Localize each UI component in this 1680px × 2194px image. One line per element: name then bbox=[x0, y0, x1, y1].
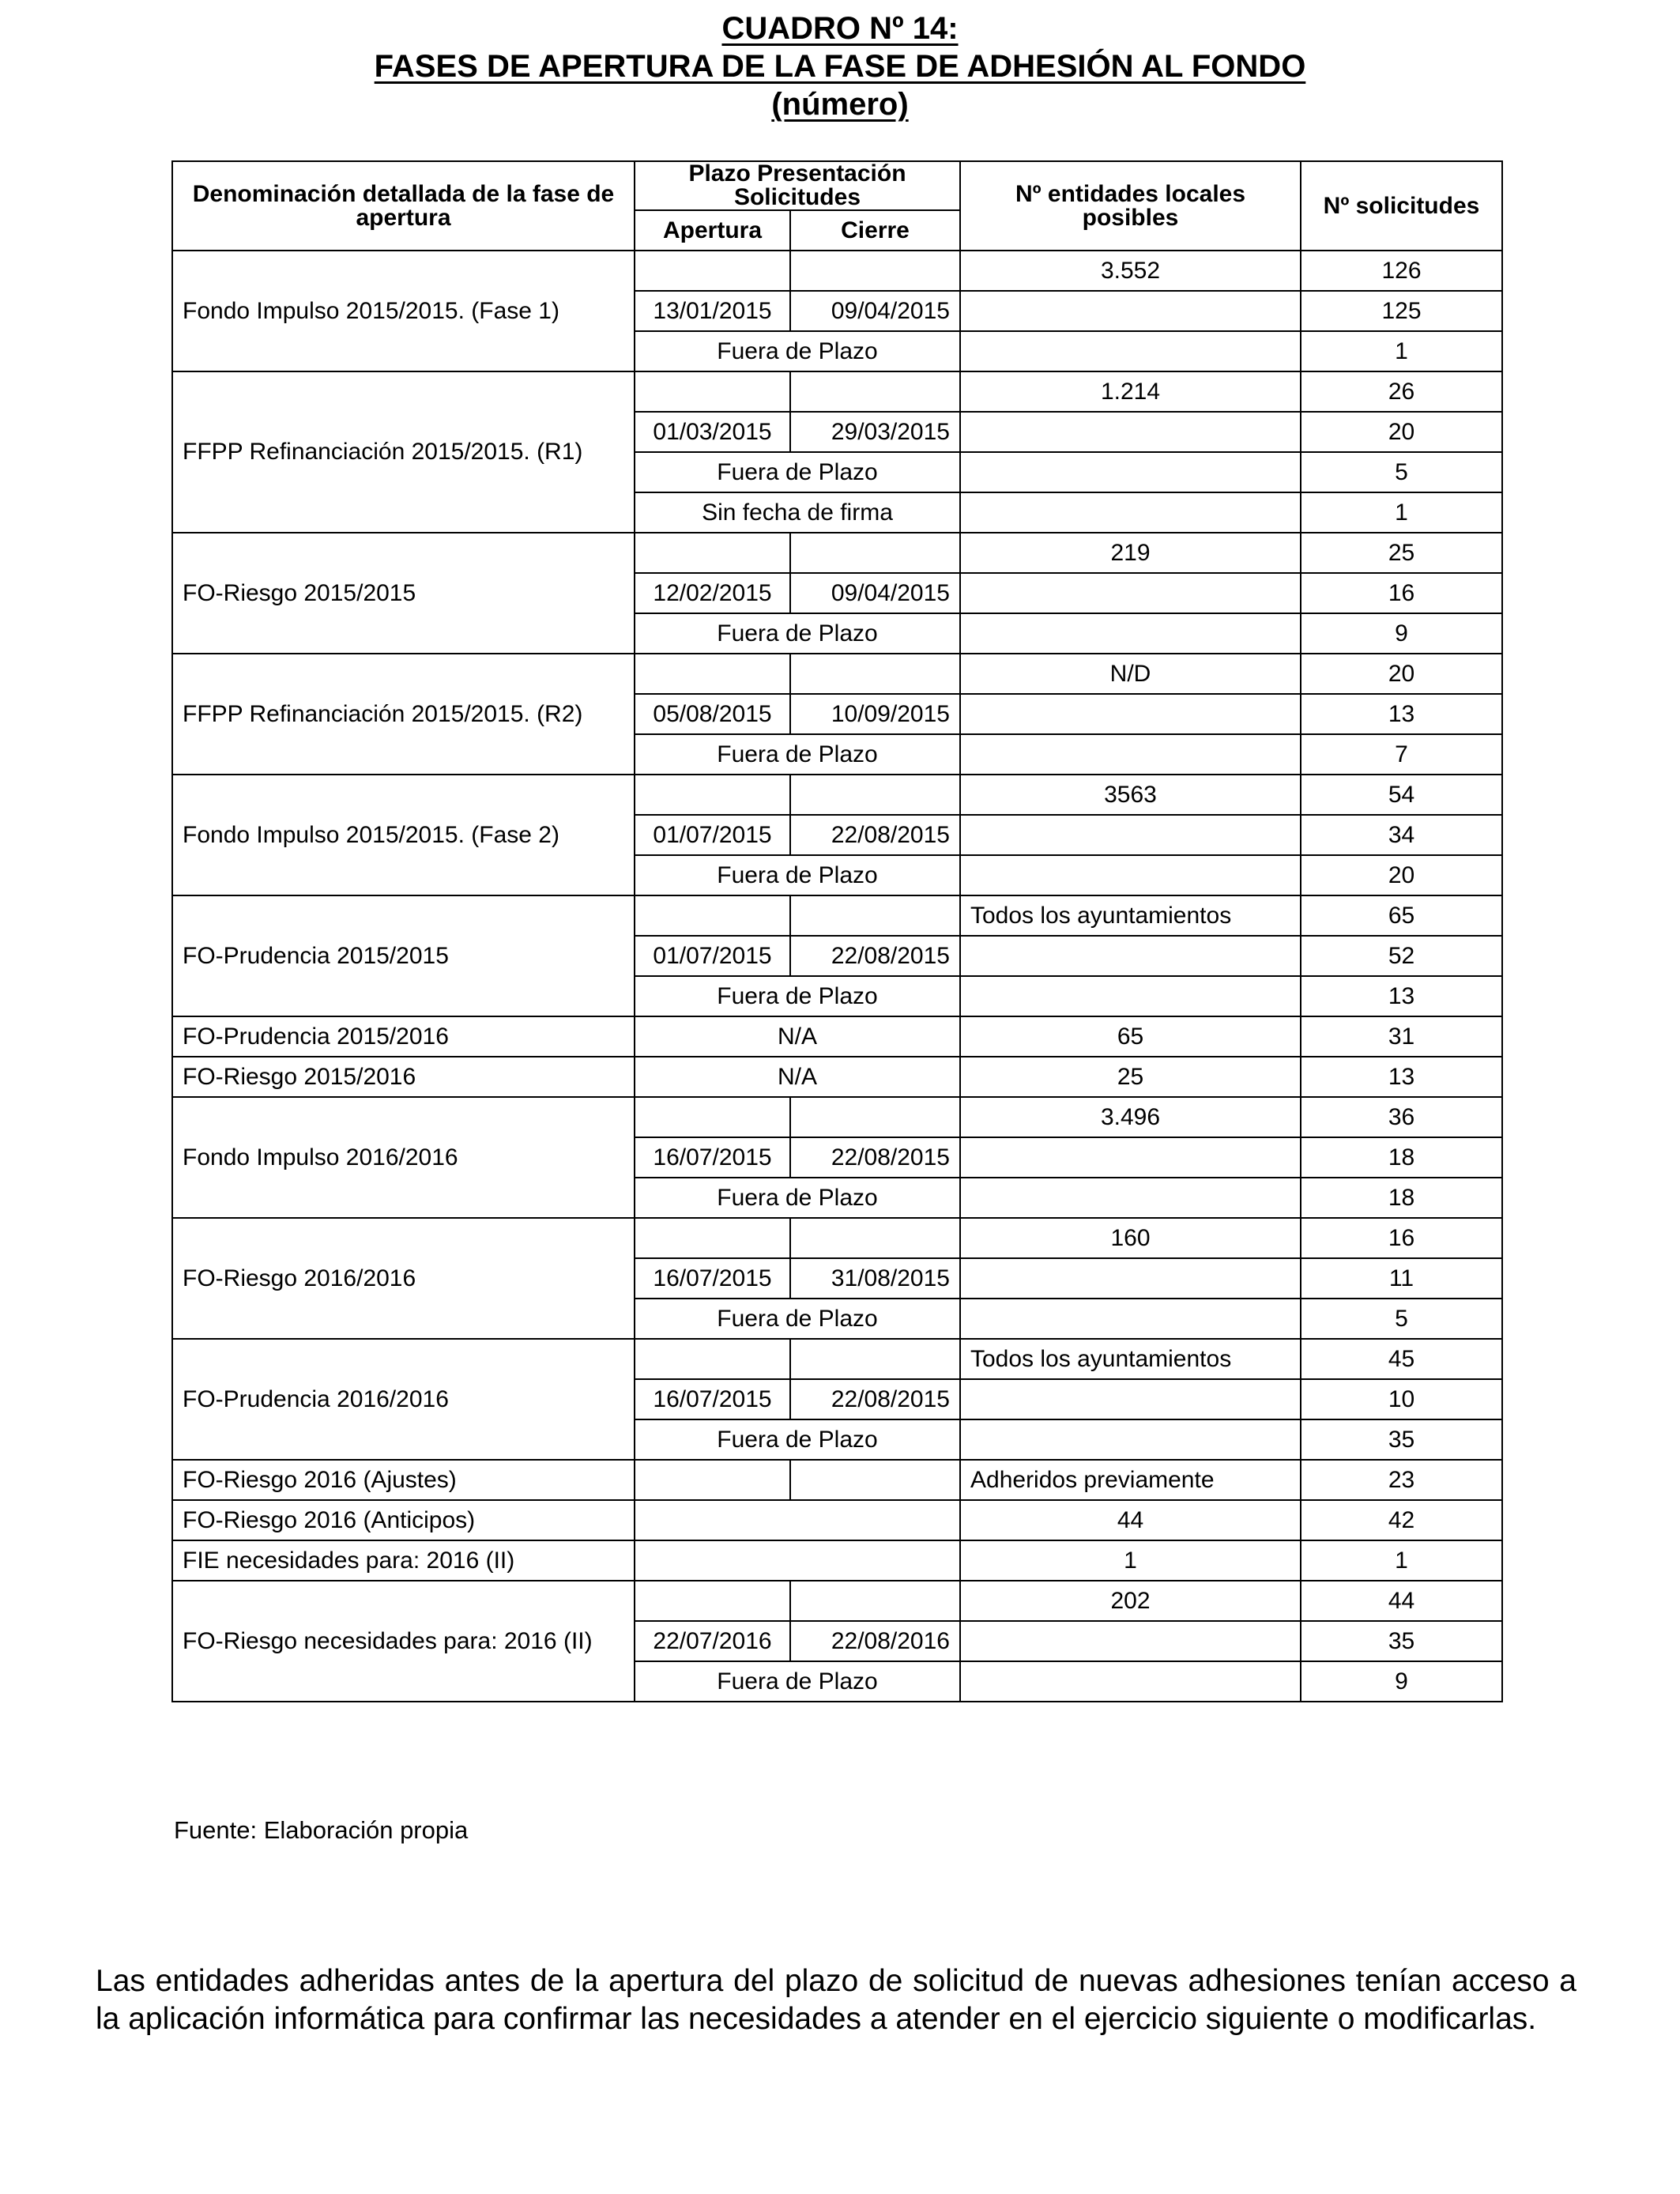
entidades-cell bbox=[960, 331, 1301, 371]
solicitudes-cell: 25 bbox=[1301, 533, 1502, 573]
plazo-status: Fuera de Plazo bbox=[635, 855, 960, 895]
apertura-cell bbox=[635, 654, 790, 694]
plazo-status: Fuera de Plazo bbox=[635, 1299, 960, 1339]
apertura-cell bbox=[635, 1460, 790, 1500]
phase-name: FIE necesidades para: 2016 (II) bbox=[172, 1540, 635, 1581]
apertura-cell bbox=[635, 1339, 790, 1379]
entidades-cell bbox=[960, 613, 1301, 654]
plazo-status: Sin fecha de firma bbox=[635, 492, 960, 533]
apertura-date: 01/07/2015 bbox=[635, 936, 790, 976]
phase-name: Fondo Impulso 2015/2015. (Fase 2) bbox=[172, 775, 635, 895]
entidades-cell: 1 bbox=[960, 1540, 1301, 1581]
plazo-status: Fuera de Plazo bbox=[635, 331, 960, 371]
solicitudes-cell: 42 bbox=[1301, 1500, 1502, 1540]
entidades-cell: 3.552 bbox=[960, 251, 1301, 291]
phase-name: FO-Riesgo 2015/2016 bbox=[172, 1057, 635, 1097]
apertura-date: 05/08/2015 bbox=[635, 694, 790, 734]
apertura-date: 13/01/2015 bbox=[635, 291, 790, 331]
table-row bbox=[172, 1460, 1502, 1500]
entidades-cell bbox=[960, 1419, 1301, 1460]
apertura-cell bbox=[635, 775, 790, 815]
solicitudes-cell: 5 bbox=[1301, 1299, 1502, 1339]
phase-name: FFPP Refinanciación 2015/2015. (R1) bbox=[172, 371, 635, 533]
entidades-cell: N/D bbox=[960, 654, 1301, 694]
solicitudes-cell: 1 bbox=[1301, 331, 1502, 371]
body-paragraph: Las entidades adheridas antes de la apertura del plazo de solicitud de nuevas adhesiones tenían acceso a la aplicación informática para confirmar las necesidades a atender en el ejercicio siguiente o modificarlas. bbox=[96, 1964, 1576, 2036]
apertura-cell bbox=[635, 251, 790, 291]
solicitudes-cell: 36 bbox=[1301, 1097, 1502, 1137]
apertura-date: 16/07/2015 bbox=[635, 1379, 790, 1419]
table-row bbox=[172, 1581, 1502, 1621]
table-caption-unit: (número) bbox=[771, 87, 909, 122]
cierre-date: 09/04/2015 bbox=[790, 573, 960, 613]
entidades-cell: 65 bbox=[960, 1016, 1301, 1057]
entidades-cell: 202 bbox=[960, 1581, 1301, 1621]
entidades-cell: 219 bbox=[960, 533, 1301, 573]
table-row bbox=[172, 1540, 1502, 1581]
plazo-status: Fuera de Plazo bbox=[635, 613, 960, 654]
entidades-cell: 3.496 bbox=[960, 1097, 1301, 1137]
table-caption-number: CUADRO Nº 14: bbox=[721, 11, 959, 46]
apertura-cell bbox=[635, 1097, 790, 1137]
entidades-cell bbox=[960, 1661, 1301, 1702]
cierre-cell bbox=[790, 251, 960, 291]
plazo-cell bbox=[635, 1540, 960, 1581]
apertura-cell bbox=[635, 1581, 790, 1621]
table-row bbox=[172, 895, 1502, 936]
cierre-cell bbox=[790, 1460, 960, 1500]
solicitudes-cell: 20 bbox=[1301, 654, 1502, 694]
entidades-cell: Todos los ayuntamientos bbox=[960, 895, 1301, 936]
entidades-cell bbox=[960, 1379, 1301, 1419]
solicitudes-cell: 20 bbox=[1301, 855, 1502, 895]
phase-name: FO-Prudencia 2016/2016 bbox=[172, 1339, 635, 1460]
solicitudes-cell: 20 bbox=[1301, 412, 1502, 452]
solicitudes-cell: 10 bbox=[1301, 1379, 1502, 1419]
entidades-cell bbox=[960, 936, 1301, 976]
solicitudes-cell: 52 bbox=[1301, 936, 1502, 976]
solicitudes-cell: 18 bbox=[1301, 1137, 1502, 1178]
table-row bbox=[172, 1218, 1502, 1258]
solicitudes-cell: 23 bbox=[1301, 1460, 1502, 1500]
table-row bbox=[172, 654, 1502, 694]
entidades-cell: Todos los ayuntamientos bbox=[960, 1339, 1301, 1379]
phase-name: FO-Riesgo 2016 (Anticipos) bbox=[172, 1500, 635, 1540]
table-row bbox=[172, 1339, 1502, 1379]
cierre-date: 31/08/2015 bbox=[790, 1258, 960, 1299]
cierre-cell bbox=[790, 1339, 960, 1379]
phase-name: FO-Riesgo 2015/2015 bbox=[172, 533, 635, 654]
solicitudes-cell: 13 bbox=[1301, 694, 1502, 734]
entidades-cell bbox=[960, 1258, 1301, 1299]
plazo-status: Fuera de Plazo bbox=[635, 976, 960, 1016]
entidades-cell bbox=[960, 976, 1301, 1016]
entidades-cell: 44 bbox=[960, 1500, 1301, 1540]
solicitudes-cell: 1 bbox=[1301, 1540, 1502, 1581]
phase-name: FO-Riesgo necesidades para: 2016 (II) bbox=[172, 1581, 635, 1702]
cierre-cell bbox=[790, 895, 960, 936]
phase-name: FO-Prudencia 2015/2015 bbox=[172, 895, 635, 1016]
cierre-cell bbox=[790, 1581, 960, 1621]
phase-name: FFPP Refinanciación 2015/2015. (R2) bbox=[172, 654, 635, 775]
solicitudes-cell: 125 bbox=[1301, 291, 1502, 331]
table-row bbox=[172, 1500, 1502, 1540]
entidades-cell bbox=[960, 815, 1301, 855]
solicitudes-cell: 35 bbox=[1301, 1419, 1502, 1460]
phase-name: FO-Prudencia 2015/2016 bbox=[172, 1016, 635, 1057]
header-cierre: Cierre bbox=[790, 210, 960, 251]
plazo-cell: N/A bbox=[635, 1016, 960, 1057]
apertura-cell bbox=[635, 533, 790, 573]
solicitudes-cell: 44 bbox=[1301, 1581, 1502, 1621]
header-denominacion: Denominación detallada de la fase de apertura bbox=[172, 161, 635, 251]
entidades-cell bbox=[960, 1299, 1301, 1339]
entidades-cell bbox=[960, 1621, 1301, 1661]
apertura-cell bbox=[635, 371, 790, 412]
solicitudes-cell: 34 bbox=[1301, 815, 1502, 855]
apertura-date: 12/02/2015 bbox=[635, 573, 790, 613]
entidades-cell bbox=[960, 412, 1301, 452]
apertura-date: 01/03/2015 bbox=[635, 412, 790, 452]
solicitudes-cell: 9 bbox=[1301, 613, 1502, 654]
phase-name: FO-Riesgo 2016 (Ajustes) bbox=[172, 1460, 635, 1500]
table-row bbox=[172, 251, 1502, 291]
table-source: Fuente: Elaboración propia bbox=[174, 1816, 469, 1844]
phase-name: Fondo Impulso 2016/2016 bbox=[172, 1097, 635, 1218]
solicitudes-cell: 13 bbox=[1301, 1057, 1502, 1097]
plazo-status: Fuera de Plazo bbox=[635, 1178, 960, 1218]
entidades-cell: 160 bbox=[960, 1218, 1301, 1258]
cierre-date: 22/08/2016 bbox=[790, 1621, 960, 1661]
table-caption-title: FASES DE APERTURA DE LA FASE DE ADHESIÓN AL FONDO bbox=[374, 49, 1306, 84]
solicitudes-cell: 35 bbox=[1301, 1621, 1502, 1661]
header-entidades: Nº entidades locales posibles bbox=[960, 161, 1301, 251]
cierre-date: 10/09/2015 bbox=[790, 694, 960, 734]
solicitudes-cell: 13 bbox=[1301, 976, 1502, 1016]
entidades-cell bbox=[960, 452, 1301, 492]
apertura-date: 01/07/2015 bbox=[635, 815, 790, 855]
plazo-status: Fuera de Plazo bbox=[635, 734, 960, 775]
entidades-cell bbox=[960, 573, 1301, 613]
solicitudes-cell: 18 bbox=[1301, 1178, 1502, 1218]
cierre-cell bbox=[790, 371, 960, 412]
entidades-cell: 3563 bbox=[960, 775, 1301, 815]
solicitudes-cell: 54 bbox=[1301, 775, 1502, 815]
solicitudes-cell: 1 bbox=[1301, 492, 1502, 533]
plazo-status: Fuera de Plazo bbox=[635, 1661, 960, 1702]
cierre-date: 22/08/2015 bbox=[790, 936, 960, 976]
cierre-date: 29/03/2015 bbox=[790, 412, 960, 452]
apertura-date: 16/07/2015 bbox=[635, 1258, 790, 1299]
apertura-date: 22/07/2016 bbox=[635, 1621, 790, 1661]
cierre-date: 22/08/2015 bbox=[790, 815, 960, 855]
plazo-cell: N/A bbox=[635, 1057, 960, 1097]
entidades-cell bbox=[960, 855, 1301, 895]
phase-name: FO-Riesgo 2016/2016 bbox=[172, 1218, 635, 1339]
table-row bbox=[172, 371, 1502, 412]
table-row bbox=[172, 1016, 1502, 1057]
solicitudes-cell: 11 bbox=[1301, 1258, 1502, 1299]
header-apertura: Apertura bbox=[635, 210, 790, 251]
cierre-date: 09/04/2015 bbox=[790, 291, 960, 331]
apertura-cell bbox=[635, 895, 790, 936]
cierre-cell bbox=[790, 654, 960, 694]
header-plazo: Plazo Presentación Solicitudes bbox=[635, 161, 960, 210]
cierre-cell bbox=[790, 775, 960, 815]
entidades-cell: 1.214 bbox=[960, 371, 1301, 412]
entidades-cell bbox=[960, 1137, 1301, 1178]
solicitudes-cell: 16 bbox=[1301, 1218, 1502, 1258]
solicitudes-cell: 16 bbox=[1301, 573, 1502, 613]
apertura-date: 16/07/2015 bbox=[635, 1137, 790, 1178]
adhesion-phases-table bbox=[171, 160, 1503, 1702]
solicitudes-cell: 26 bbox=[1301, 371, 1502, 412]
table-row bbox=[172, 1097, 1502, 1137]
cierre-date: 22/08/2015 bbox=[790, 1379, 960, 1419]
plazo-status: Fuera de Plazo bbox=[635, 1419, 960, 1460]
table-row bbox=[172, 775, 1502, 815]
entidades-cell bbox=[960, 492, 1301, 533]
solicitudes-cell: 126 bbox=[1301, 251, 1502, 291]
plazo-status: Fuera de Plazo bbox=[635, 452, 960, 492]
table-row bbox=[172, 533, 1502, 573]
entidades-cell bbox=[960, 734, 1301, 775]
phase-name: Fondo Impulso 2015/2015. (Fase 1) bbox=[172, 251, 635, 371]
solicitudes-cell: 45 bbox=[1301, 1339, 1502, 1379]
cierre-cell bbox=[790, 1218, 960, 1258]
entidades-cell bbox=[960, 694, 1301, 734]
solicitudes-cell: 65 bbox=[1301, 895, 1502, 936]
table-row bbox=[172, 1057, 1502, 1097]
solicitudes-cell: 9 bbox=[1301, 1661, 1502, 1702]
entidades-cell: Adheridos previamente bbox=[960, 1460, 1301, 1500]
header-solicitudes: Nº solicitudes bbox=[1301, 161, 1502, 251]
plazo-cell bbox=[635, 1500, 960, 1540]
cierre-cell bbox=[790, 1097, 960, 1137]
table-body bbox=[172, 251, 1502, 1702]
cierre-date: 22/08/2015 bbox=[790, 1137, 960, 1178]
solicitudes-cell: 7 bbox=[1301, 734, 1502, 775]
cierre-cell bbox=[790, 533, 960, 573]
entidades-cell bbox=[960, 291, 1301, 331]
entidades-cell bbox=[960, 1178, 1301, 1218]
entidades-cell: 25 bbox=[960, 1057, 1301, 1097]
apertura-cell bbox=[635, 1218, 790, 1258]
solicitudes-cell: 5 bbox=[1301, 452, 1502, 492]
solicitudes-cell: 31 bbox=[1301, 1016, 1502, 1057]
